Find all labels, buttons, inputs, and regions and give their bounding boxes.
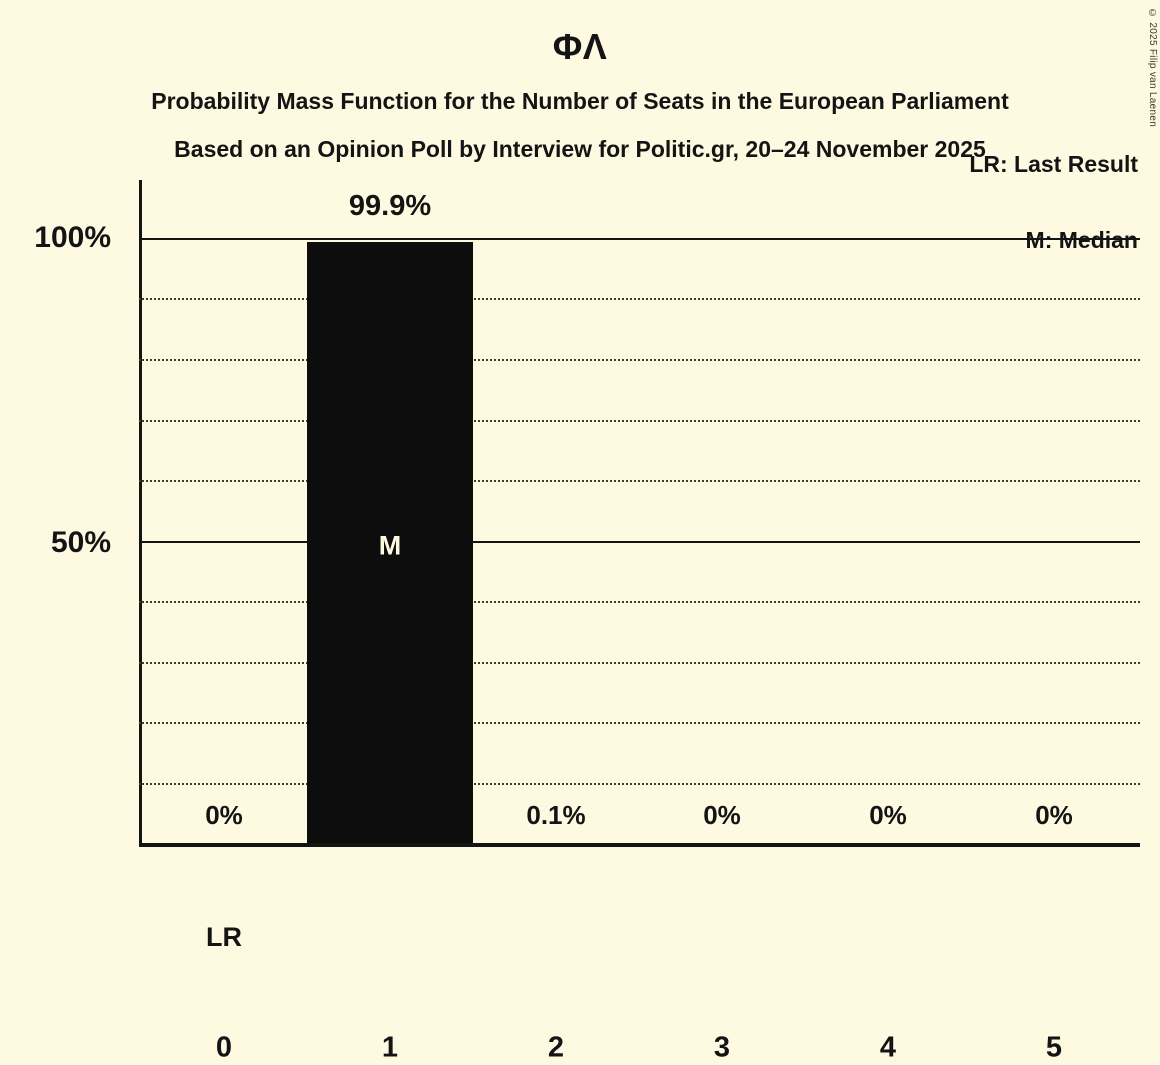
y-tick-50: 50% <box>50 526 111 559</box>
gridline-100 <box>139 238 1140 240</box>
value-label-2: 0.1% <box>526 800 586 830</box>
page-title: ΦΛ <box>552 26 608 67</box>
median-marker: M <box>378 530 402 561</box>
x-tick-5: 5 <box>1045 1031 1063 1064</box>
gridline-60 <box>139 480 1140 482</box>
last-result-marker: LR <box>206 922 242 952</box>
plot-area <box>34 151 1140 1064</box>
gridline-70 <box>139 420 1140 422</box>
legend-median: M: Median <box>1025 227 1138 253</box>
gridline-80 <box>139 359 1140 361</box>
x-axis-line <box>139 843 1140 847</box>
value-label-5: 0% <box>1035 800 1073 830</box>
gridline-50 <box>139 541 1140 543</box>
value-label-0: 0% <box>205 800 243 830</box>
gridline-20 <box>139 722 1140 724</box>
gridline-40 <box>139 601 1140 603</box>
value-label-1: 99.9% <box>348 190 432 222</box>
x-tick-1: 1 <box>381 1031 399 1064</box>
y-tick-100: 100% <box>34 221 111 254</box>
gridline-10 <box>139 783 1140 785</box>
value-label-4: 0% <box>869 800 907 830</box>
value-label-3: 0% <box>703 800 741 830</box>
x-tick-3: 3 <box>713 1031 731 1064</box>
gridline-30 <box>139 662 1140 664</box>
y-axis-line <box>139 180 142 847</box>
x-tick-2: 2 <box>547 1031 565 1064</box>
x-tick-4: 4 <box>879 1031 897 1064</box>
x-tick-0: 0 <box>215 1031 233 1064</box>
legend-last-result: LR: Last Result <box>969 151 1138 177</box>
chart-subtitle-primary: Probability Mass Function for the Number of Seats in the European Parliament <box>151 88 1009 114</box>
gridline-90 <box>139 298 1140 300</box>
copyright-notice: © 2025 Filip van Laenen <box>1147 8 1158 128</box>
chart-subtitle-source: Based on an Opinion Poll by Interview for Politic.gr, 20–24 November 2025 <box>174 136 986 162</box>
